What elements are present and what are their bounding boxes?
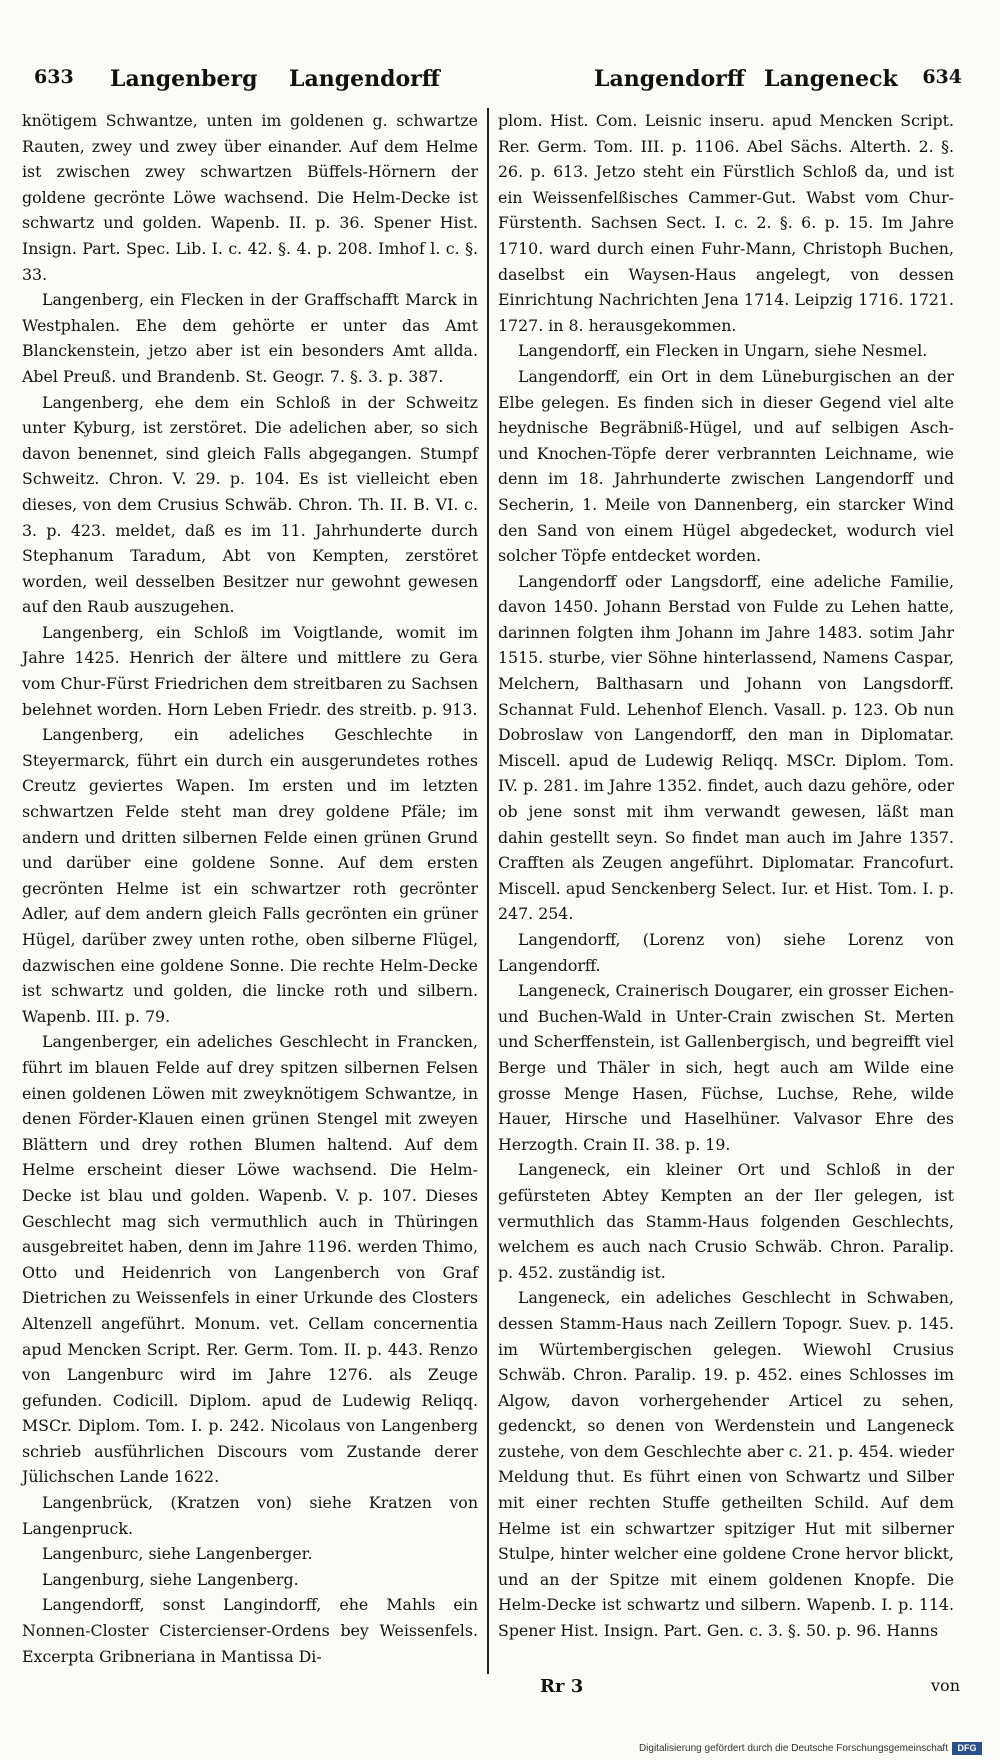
entry-paragraph: Langenbrück, (Kratzen von) siehe Kratzen von Langenpruck. — [22, 1493, 478, 1538]
entry-paragraph: Langenburc, siehe Langenberger. — [42, 1544, 313, 1564]
page-number-left: 633 — [34, 66, 74, 88]
entry-paragraph: Langeneck, Crainerisch Dougarer, ein grosser Eichen- und Buchen-Wald in Unter-Crain zwischen St. Merten und Scherffenstein, ist Gallenbergisch, und begreifft viel Berge und Thäler in sich, hegt auch am Wilde eine grosse Menge Hasen, Füchse, Luchse, Rehe, wilde Hauer, Hirsche und Haselhüner. Valvasor Ehre des Herzogth. Crain II. 38. p. 19. — [498, 981, 954, 1154]
entry-paragraph: Langendorff, (Lorenz von) siehe Lorenz von Langendorff. — [498, 930, 954, 975]
column-divider — [487, 108, 489, 1674]
left-column — [22, 108, 478, 1669]
dfg-logo: DFG — [952, 1742, 982, 1755]
header-catchword-left-2: Langendorff — [289, 66, 440, 92]
running-header — [34, 66, 962, 100]
header-catchword-right-2: Langeneck — [764, 66, 898, 92]
entry-paragraph: plom. Hist. Com. Leisnic inseru. apud Mencken Script. Rer. Germ. Tom. III. p. 1106. Abel Sächs. Alterth. 2. §. 26. p. 613. Jetzo steht ein Fürstlich Schloß da, und ist ein Weissenfelßisches Cammer-Gut. Wabst vom Chur-Fürstenth. Sachsen Sect. I. c. 2. §. 6. p. 15. Im Jahre 1710. ward durch einen Fuhr-Mann, Christoph Buchen, daselbst ein Waysen-Haus angelegt, von dessen Einrichtung Nachrichten Jena 1714. Leipzig 1716. 1721. 1727. in 8. herausgekommen. — [498, 111, 954, 335]
signature-mark: Rr 3 — [540, 1676, 584, 1697]
entry-paragraph: Langenberg, ein Flecken in der Graffschafft Marck in Westphalen. Ehe dem gehörte er unter das Amt Blanckenstein, jetzo aber ist ein besonders Amt allda. Abel Preuß. und Brandenb. St. Geogr. 7. §. 3. p. 387. — [22, 290, 478, 386]
entry-paragraph: Langeneck, ein kleiner Ort und Schloß in der gefürsteten Abtey Kempten an der Iler gelegen, ist vermuthlich das Stamm-Haus folgenden Geschlechts, welchem es auch nach Crusio Schwäb. Chron. Paralip. p. 452. zuständig ist. — [498, 1160, 954, 1282]
digitization-credit: Digitalisierung gefördert durch die Deutsche Forschungsgemeinschaft — [638, 1743, 948, 1754]
catchword: von — [931, 1676, 960, 1695]
entry-paragraph: Langenberg, ein adeliches Geschlechte in Steyermarck, führt ein durch ein ausgerundetes rothes Creutz geviertes Wapen. Im ersten und im letzten schwartzen Felde steht man drey goldene Pfäle; im andern und dritten silbernen Felde einen grünen Grund und darüber eine goldene Sonne. Auf dem ersten gecrönten Helme ist ein schwartzer roth gecrönter Adler, auf dem andern gleich Falls gecrönten ein grüner Hügel, darüber zwey unten rothe, oben silberne Flügel, dazwischen eine goldene Sonne. Die rechte Helm-Decke ist schwartz und golden, die lincke roth und silbern. Wapenb. III. p. 79. — [22, 725, 478, 1026]
entry-paragraph: Langenberg, ein Schloß im Voigtlande, womit im Jahre 1425. Henrich der ältere und mittlere zu Gera vom Chur-Fürst Friedrichen dem streitbaren zu Sachsen belehnet worden. Horn Leben Friedr. des streitb. p. 913. — [22, 622, 478, 719]
entry-paragraph: Langeneck, ein adeliches Geschlecht in Schwaben, dessen Stamm-Haus nach Zeillern Topogr. Suev. p. 145. im Würtembergischen gelegen. Wiewohl Crusius Schwäb. Chron. Paralip. 19. p. 452. eines Schlosses im Algow, davon vorhergehender Articel zu sehen, gedenckt, so denen von Werdenstein und Langeneck zustehe, von dem Geschlechte aber c. 21. p. 454. wieder Meldung thut. Es führt einen von Schwartz und Silber mit einer rechten Stuffe getheilten Schild. Auf dem Helme ist ein schwartzer spitziger Hut mit silberner Stulpe, hinter welcher eine goldene Crone hervor blickt, und an der Spitze mit einem goldenen Knopfe. Die Helm-Decke ist schwartz und silbern. Wapenb. I. p. 114. Spener Hist. Insign. Part. Gen. c. 3. §. 50. p. 96. Hanns — [498, 1288, 954, 1641]
entry-paragraph: Langendorff, ein Flecken in Ungarn, siehe Nesmel. — [518, 341, 928, 361]
entry-paragraph: knötigem Schwantze, unten im goldenen g. schwartze Rauten, zwey und zwey über einander. Auf dem Helme ist zwischen zwey schwartzen Büffels-Hörnern der goldene gecrönte Löwe wachsend. Die Helm-Decke ist schwartz und golden. Wapenb. II. p. 36. Spener Hist. Insign. Part. Spec. Lib. I. c. 42. §. 4. p. 208. Imhof l. c. §. 33. — [22, 111, 478, 284]
right-column — [498, 108, 954, 1644]
entry-paragraph: Langenburg, siehe Langenberg. — [42, 1569, 299, 1589]
header-catchword-left-1: Langenberg — [110, 66, 258, 92]
header-catchword-right-1: Langendorff — [594, 66, 745, 92]
entry-paragraph: Langendorff, ein Ort in dem Lüneburgischen an der Elbe gelegen. Es finden sich in dieser Gegend viel alte heydnische Begräbniß-Hügel, und auf selbigen Asch- und Knochen-Töpfe derer verbrannten Leichname, wie denn im 18. Jahrhunderte zwischen Langendorff und Secherin, 1. Meile von Dannenberg, ein starcker Wind den Sand von einem Hügel abgedecket, wodurch viel solcher Töpfe entdecket worden. — [498, 366, 954, 566]
entry-paragraph: Langenberger, ein adeliches Geschlecht in Francken, führt im blauen Felde auf drey spitzen silbernen Felsen einen goldenen Löwen mit zweyknötigem Schwantze, in denen Förder-Klauen einen grünen Stengel mit zweyen Blättern und drey rothen Blumen haltend. Auf dem Helme erscheint dieser Löwe wachsend. Die Helm-Decke ist blau und golden. Wapenb. V. p. 107. Dieses Geschlecht mag sich vermuthlich auch in Thüringen ausgebreitet haben, denn im Jahre 1196. werden Thimo, Otto und Heidenrich von Langenberch von Graf Dietrichen zu Weissenfels in einer Urkunde des Closters Altenzell angeführt. Monum. vet. Cellam concernentia apud Mencken Script. Rer. Germ. Tom. II. p. 443. Renzo von Langenburc wird im Jahre 1276. als Zeuge gefunden. Codicill. Diplom. apud de Ludewig Reliqq. MSCr. Diplom. Tom. I. p. 242. Nicolaus von Langenberg schrieb ausführlichen Discours vom Zustande derer Jülichschen Lande 1622. — [22, 1032, 478, 1487]
entry-paragraph: Langenberg, ehe dem ein Schloß in der Schweitz unter Kyburg, ist zerstöret. Die adelichen aber, so sich davon benennet, sind gleich Falls abgegangen. Stumpf Schweitz. Chron. V. 29. p. 104. Es ist vielleicht eben dieses, von dem Crusius Schwäb. Chron. Th. II. B. VI. c. 3. p. 423. meldet, daß es im 11. Jahrhunderte durch Stephanum Taradum, Abt von Kempten, zerstöret worden, weil desselben Besitzer nur gewohnt gewesen auf den Raub auszugehen. — [22, 392, 478, 617]
page-number-right: 634 — [922, 66, 962, 88]
entry-paragraph: Langendorff, sonst Langindorff, ehe Mahls ein Nonnen-Closter Cistercienser-Ordens bey Weissenfels. Excerpta Gribneriana in Mantissa Di- — [22, 1595, 478, 1666]
entry-paragraph: Langendorff oder Langsdorff, eine adeliche Familie, davon 1450. Johann Berstad von Fulde zu Lehen hatte, darinnen folgten ihm Johann im Jahre 1483. sotim Jahr 1515. sturbe, vier Söhne hinterlassend, Namens Caspar, Melchern, Balthasarn und Johann von Langsdorff. Schannat Fuld. Lehenhof Elench. Vasall. p. 123. Ob nun Dobroslaw von Langendorff, den man in Diplomatar. Miscell. apud de Ludewig Reliqq. MSCr. Diplom. Tom. IV. p. 281. im Jahre 1352. findet, auch dazu gehöre, oder ob jene sonst mit ihm verwandt gewesen, läßt man dahin gestellt seyn. So findet man auch im Jahre 1357. Crafften als Zeugen angeführt. Diplomatar. Francofurt. Miscell. apud Senckenberg Select. Iur. et Hist. Tom. I. p. 247. 254. — [498, 571, 954, 924]
